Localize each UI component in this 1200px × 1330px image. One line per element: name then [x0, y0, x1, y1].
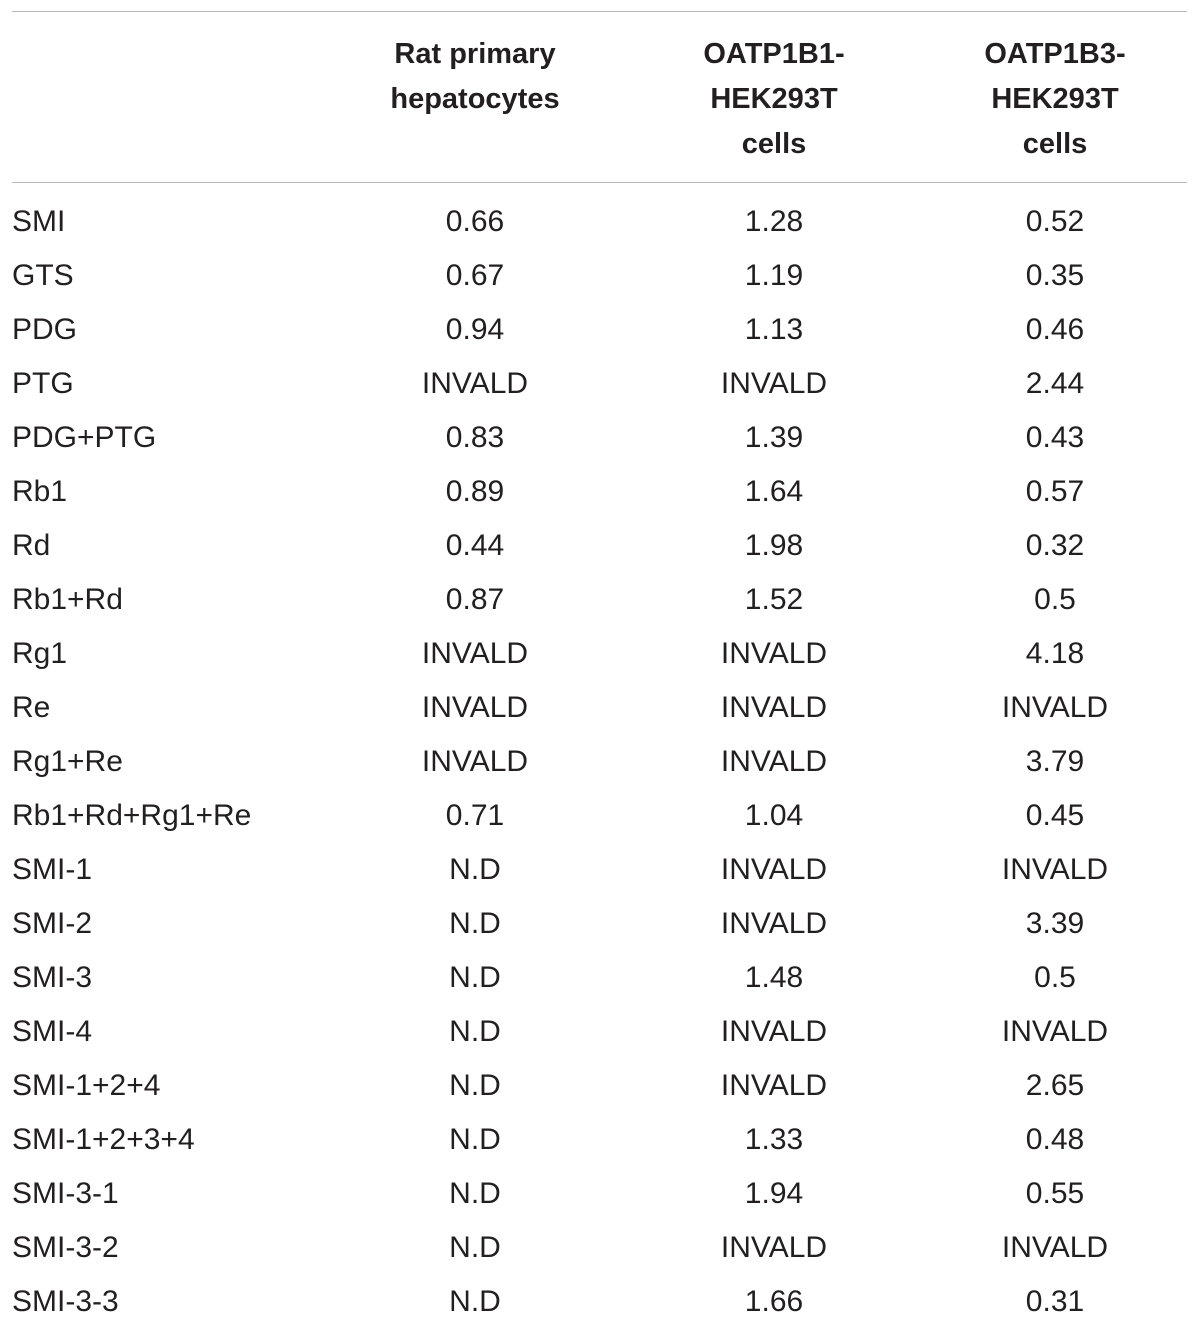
oatp1b1-value-cell: INVALD — [720, 691, 828, 724]
compound-name-cell: PTG — [12, 367, 74, 400]
rat-hepatocytes-value-cell: 0.89 — [445, 475, 505, 508]
oatp1b3-value-cell: 0.46 — [1025, 313, 1085, 346]
table-row — [12, 249, 1187, 303]
oatp1b3-value-cell: 2.65 — [1025, 1069, 1085, 1102]
oatp1b1-value-cell: 1.94 — [744, 1177, 804, 1210]
table-row — [12, 1221, 1187, 1275]
compound-name-cell: Rb1+Rd — [12, 583, 123, 616]
oatp1b1-value-cell: INVALD — [720, 367, 828, 400]
rat-hepatocytes-value-cell: N.D — [449, 1285, 501, 1318]
compound-name-cell: SMI-3-1 — [12, 1177, 119, 1210]
table-row — [12, 357, 1187, 411]
table-row — [12, 897, 1187, 951]
oatp1b1-value-cell: INVALD — [720, 1015, 828, 1048]
rat-hepatocytes-value-cell: INVALD — [421, 637, 529, 670]
column-header-line: OATP1B3- — [984, 38, 1126, 70]
table-header — [12, 12, 1187, 183]
oatp1b3-value-cell: 3.39 — [1025, 907, 1085, 940]
table-row — [12, 411, 1187, 465]
header-row — [12, 12, 1187, 183]
oatp1b1-value-cell: 1.33 — [744, 1123, 804, 1156]
column-header-line: HEK293T — [991, 83, 1119, 115]
oatp1b1-value-cell: INVALD — [720, 1069, 828, 1102]
data-table-container — [12, 11, 1187, 1329]
rat-hepatocytes-value-cell: 0.83 — [445, 421, 505, 454]
rat-hepatocytes-value-cell: INVALD — [421, 367, 529, 400]
oatp1b3-value-cell: 3.79 — [1025, 745, 1085, 778]
oatp1b1-value-cell: INVALD — [720, 1231, 828, 1264]
compound-name-cell: Rg1+Re — [12, 745, 123, 778]
oatp1b1-value-cell: 1.64 — [744, 475, 804, 508]
oatp1b3-value-cell: 0.52 — [1025, 205, 1085, 238]
oatp1b3-value-cell: 0.55 — [1025, 1177, 1085, 1210]
column-header-line: hepatocytes — [390, 83, 560, 115]
table-row — [12, 1275, 1187, 1329]
table-row — [12, 573, 1187, 627]
table-row — [12, 183, 1187, 250]
oatp1b1-value-cell: 1.39 — [744, 421, 804, 454]
oatp1b1-value-cell: 1.98 — [744, 529, 804, 562]
oatp1b1-value-cell: 1.19 — [744, 259, 804, 292]
compound-name-cell: SMI-3-3 — [12, 1285, 119, 1318]
rat-hepatocytes-value-cell: 0.67 — [445, 259, 505, 292]
rat-hepatocytes-value-cell: 0.66 — [445, 205, 505, 238]
column-header-line: HEK293T — [710, 83, 838, 115]
compound-name-cell: SMI-3 — [12, 961, 93, 994]
compound-name-cell: PDG — [12, 313, 78, 346]
rat-hepatocytes-value-cell: INVALD — [421, 691, 529, 724]
oatp1b1-value-cell: 1.28 — [744, 205, 804, 238]
rat-hepatocytes-value-cell: 0.71 — [445, 799, 505, 832]
oatp1b3-value-cell: INVALD — [1001, 1231, 1109, 1264]
oatp1b3-value-cell: 0.5 — [1034, 961, 1076, 994]
rat-hepatocytes-value-cell: N.D — [449, 1069, 501, 1102]
rat-hepatocytes-value-cell: N.D — [449, 853, 501, 886]
oatp1b1-value-cell: INVALD — [720, 853, 828, 886]
compound-name-cell: SMI-2 — [12, 907, 93, 940]
oatp1b3-value-cell: INVALD — [1001, 853, 1109, 886]
rat-hepatocytes-value-cell: N.D — [449, 907, 501, 940]
rat-hepatocytes-value-cell: N.D — [449, 961, 501, 994]
compound-name-cell: SMI-3-2 — [12, 1231, 119, 1264]
oatp1b3-value-cell: INVALD — [1001, 1015, 1109, 1048]
column-header-line: OATP1B1- — [703, 38, 845, 70]
table-row — [12, 303, 1187, 357]
table-row — [12, 1167, 1187, 1221]
table-row — [12, 843, 1187, 897]
compound-name-cell: Rd — [12, 529, 51, 562]
column-header-oatp1b1-hek293t-cells — [625, 12, 923, 183]
compound-name-cell: PDG+PTG — [12, 421, 157, 454]
compound-name-cell: GTS — [12, 259, 74, 292]
table-row — [12, 681, 1187, 735]
oatp1b1-value-cell: 1.13 — [744, 313, 804, 346]
compound-name-cell: SMI-1+2+4 — [12, 1069, 161, 1102]
rat-hepatocytes-value-cell: 0.44 — [445, 529, 505, 562]
oatp1b3-value-cell: 4.18 — [1025, 637, 1085, 670]
compound-name-cell: Rg1 — [12, 637, 68, 670]
data-table — [12, 11, 1187, 1329]
rat-hepatocytes-value-cell: INVALD — [421, 745, 529, 778]
oatp1b1-value-cell: INVALD — [720, 745, 828, 778]
rat-hepatocytes-value-cell: N.D — [449, 1123, 501, 1156]
table-row — [12, 735, 1187, 789]
table-row — [12, 1005, 1187, 1059]
oatp1b3-value-cell: 0.43 — [1025, 421, 1085, 454]
oatp1b3-value-cell: 0.35 — [1025, 259, 1085, 292]
oatp1b3-value-cell: 0.45 — [1025, 799, 1085, 832]
rat-hepatocytes-value-cell: N.D — [449, 1231, 501, 1264]
compound-name-cell: Rb1+Rd+Rg1+Re — [12, 799, 252, 832]
table-row — [12, 1059, 1187, 1113]
compound-name-cell: Re — [12, 691, 51, 724]
oatp1b1-value-cell: 1.66 — [744, 1285, 804, 1318]
oatp1b3-value-cell: 0.48 — [1025, 1123, 1085, 1156]
rat-hepatocytes-value-cell: 0.87 — [445, 583, 505, 616]
column-header-line: cells — [741, 128, 807, 160]
rat-hepatocytes-value-cell: 0.94 — [445, 313, 505, 346]
compound-name-cell: Rb1 — [12, 475, 68, 508]
oatp1b3-value-cell: 0.31 — [1025, 1285, 1085, 1318]
compound-name-cell: SMI-1+2+3+4 — [12, 1123, 195, 1156]
oatp1b1-value-cell: 1.52 — [744, 583, 804, 616]
oatp1b3-value-cell: 0.5 — [1034, 583, 1076, 616]
oatp1b1-value-cell: INVALD — [720, 637, 828, 670]
compound-name-cell: SMI-4 — [12, 1015, 93, 1048]
column-header-rat-primary-hepatocytes — [325, 12, 625, 183]
column-header-compound — [12, 12, 325, 183]
oatp1b1-value-cell: 1.04 — [744, 799, 804, 832]
oatp1b3-value-cell: 0.32 — [1025, 529, 1085, 562]
rat-hepatocytes-value-cell: N.D — [449, 1177, 501, 1210]
table-row — [12, 951, 1187, 1005]
column-header-line: cells — [1022, 128, 1088, 160]
table-row — [12, 519, 1187, 573]
table-row — [12, 789, 1187, 843]
column-header-line: Rat primary — [394, 38, 556, 70]
compound-name-cell: SMI — [12, 205, 66, 238]
compound-name-cell: SMI-1 — [12, 853, 93, 886]
oatp1b3-value-cell: 0.57 — [1025, 475, 1085, 508]
table-row — [12, 465, 1187, 519]
oatp1b3-value-cell: 2.44 — [1025, 367, 1085, 400]
oatp1b1-value-cell: INVALD — [720, 907, 828, 940]
table-body — [12, 183, 1187, 1330]
table-row — [12, 627, 1187, 681]
table-row — [12, 1113, 1187, 1167]
oatp1b3-value-cell: INVALD — [1001, 691, 1109, 724]
column-header-oatp1b3-hek293t-cells — [923, 12, 1187, 183]
oatp1b1-value-cell: 1.48 — [744, 961, 804, 994]
rat-hepatocytes-value-cell: N.D — [449, 1015, 501, 1048]
